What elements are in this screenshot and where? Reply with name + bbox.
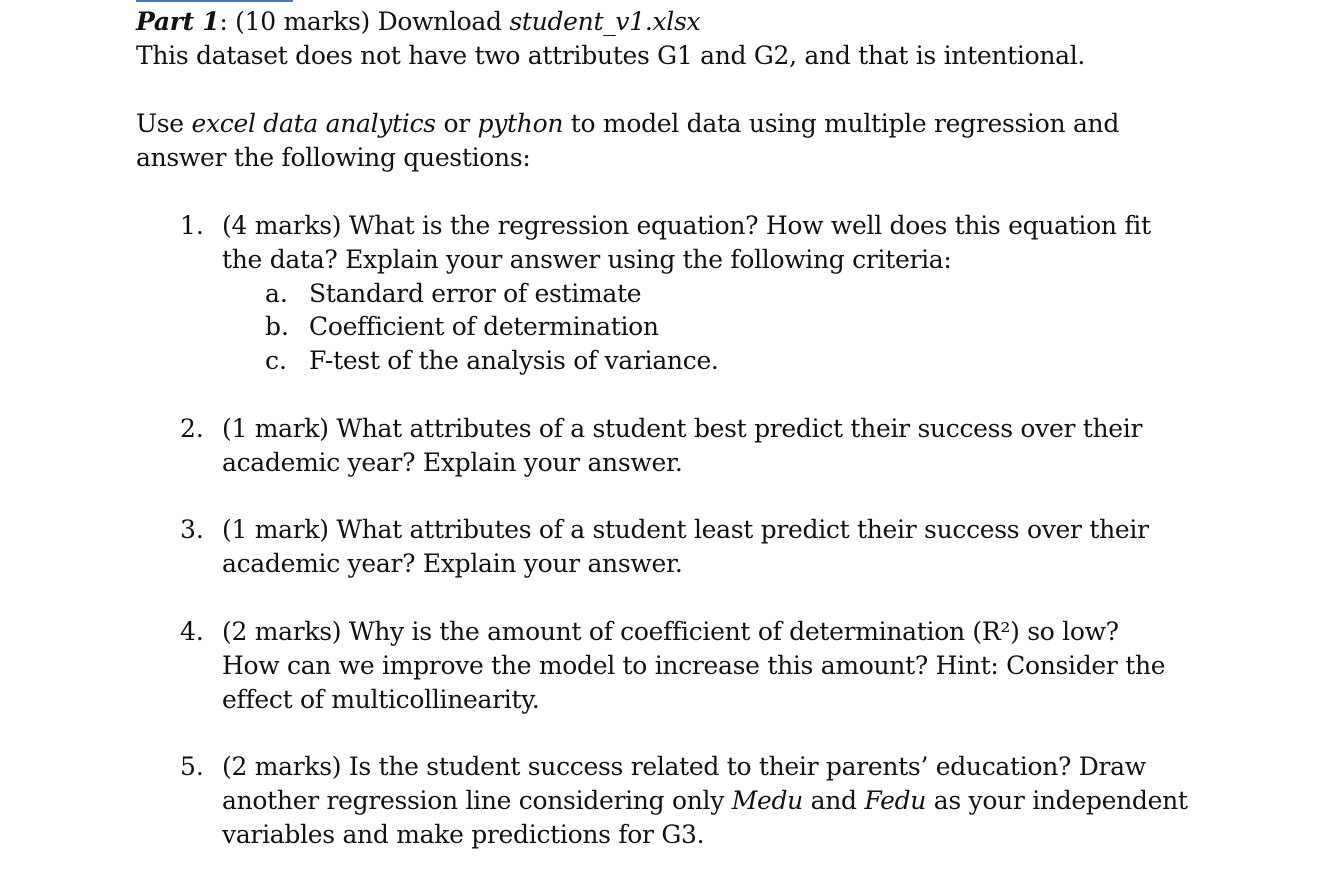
question-5-number: 5. [180,752,204,781]
tool-excel: excel data analytics [191,109,436,138]
sub-item-b-text: Coefficient of determination [309,312,659,341]
question-4-number: 4. [180,617,204,646]
question-5-line-1: (2 marks) Is the student success related to their parents’ education? Draw [222,752,1146,781]
question-1-line-1: (4 marks) What is the regression equation? How well does this equation fit [222,211,1151,240]
question-5-line-3: variables and make predictions for G3. [222,820,705,849]
part-heading [136,5,700,39]
question-5-line-2: another regression line considering only Medu and Fedu as your independent [222,786,1188,815]
filename: student_v1.xlsx [509,7,701,36]
part-label: Part 1 [136,7,220,36]
question-3-line-1: (1 mark) What attributes of a student least predict their success over their [222,515,1149,544]
question-4-line-1: (2 marks) Why is the amount of coefficient of determination (R²) so low? [222,617,1119,646]
question-3-number: 3. [180,515,204,544]
sub-item-b-letter: b. [265,312,289,341]
question-1-number: 1. [180,211,204,240]
variable-medu: Medu [731,786,803,815]
question-3-line-2: academic year? Explain your answer. [222,549,683,578]
instructions-line-2: answer the following questions: [136,143,531,172]
sub-item-a-letter: a. [265,279,288,308]
question-1-line-2: the data? Explain your answer using the following criteria: [222,245,952,274]
variable-fedu: Fedu [864,786,927,815]
sub-item-a-text: Standard error of estimate [309,279,642,308]
instructions-line-1: Use excel data analytics or python to model data using multiple regression and [136,109,1120,138]
intro-text: This dataset does not have two attributes G1 and G2, and that is intentional. [136,41,1086,70]
part-heading-text: : (10 marks) Download [219,7,510,36]
sub-item-c-text: F-test of the analysis of variance. [309,346,719,375]
sub-item-c-letter: c. [265,346,287,375]
tool-python: python [477,109,564,138]
question-4-line-2: How can we improve the model to increase this amount? Hint: Consider the [222,651,1166,680]
question-4-line-3: effect of multicollinearity. [222,685,540,714]
question-2-line-2: academic year? Explain your answer. [222,448,683,477]
question-2-line-1: (1 mark) What attributes of a student best predict their success over their [222,414,1143,443]
top-rule [136,0,293,2]
question-2-number: 2. [180,414,204,443]
